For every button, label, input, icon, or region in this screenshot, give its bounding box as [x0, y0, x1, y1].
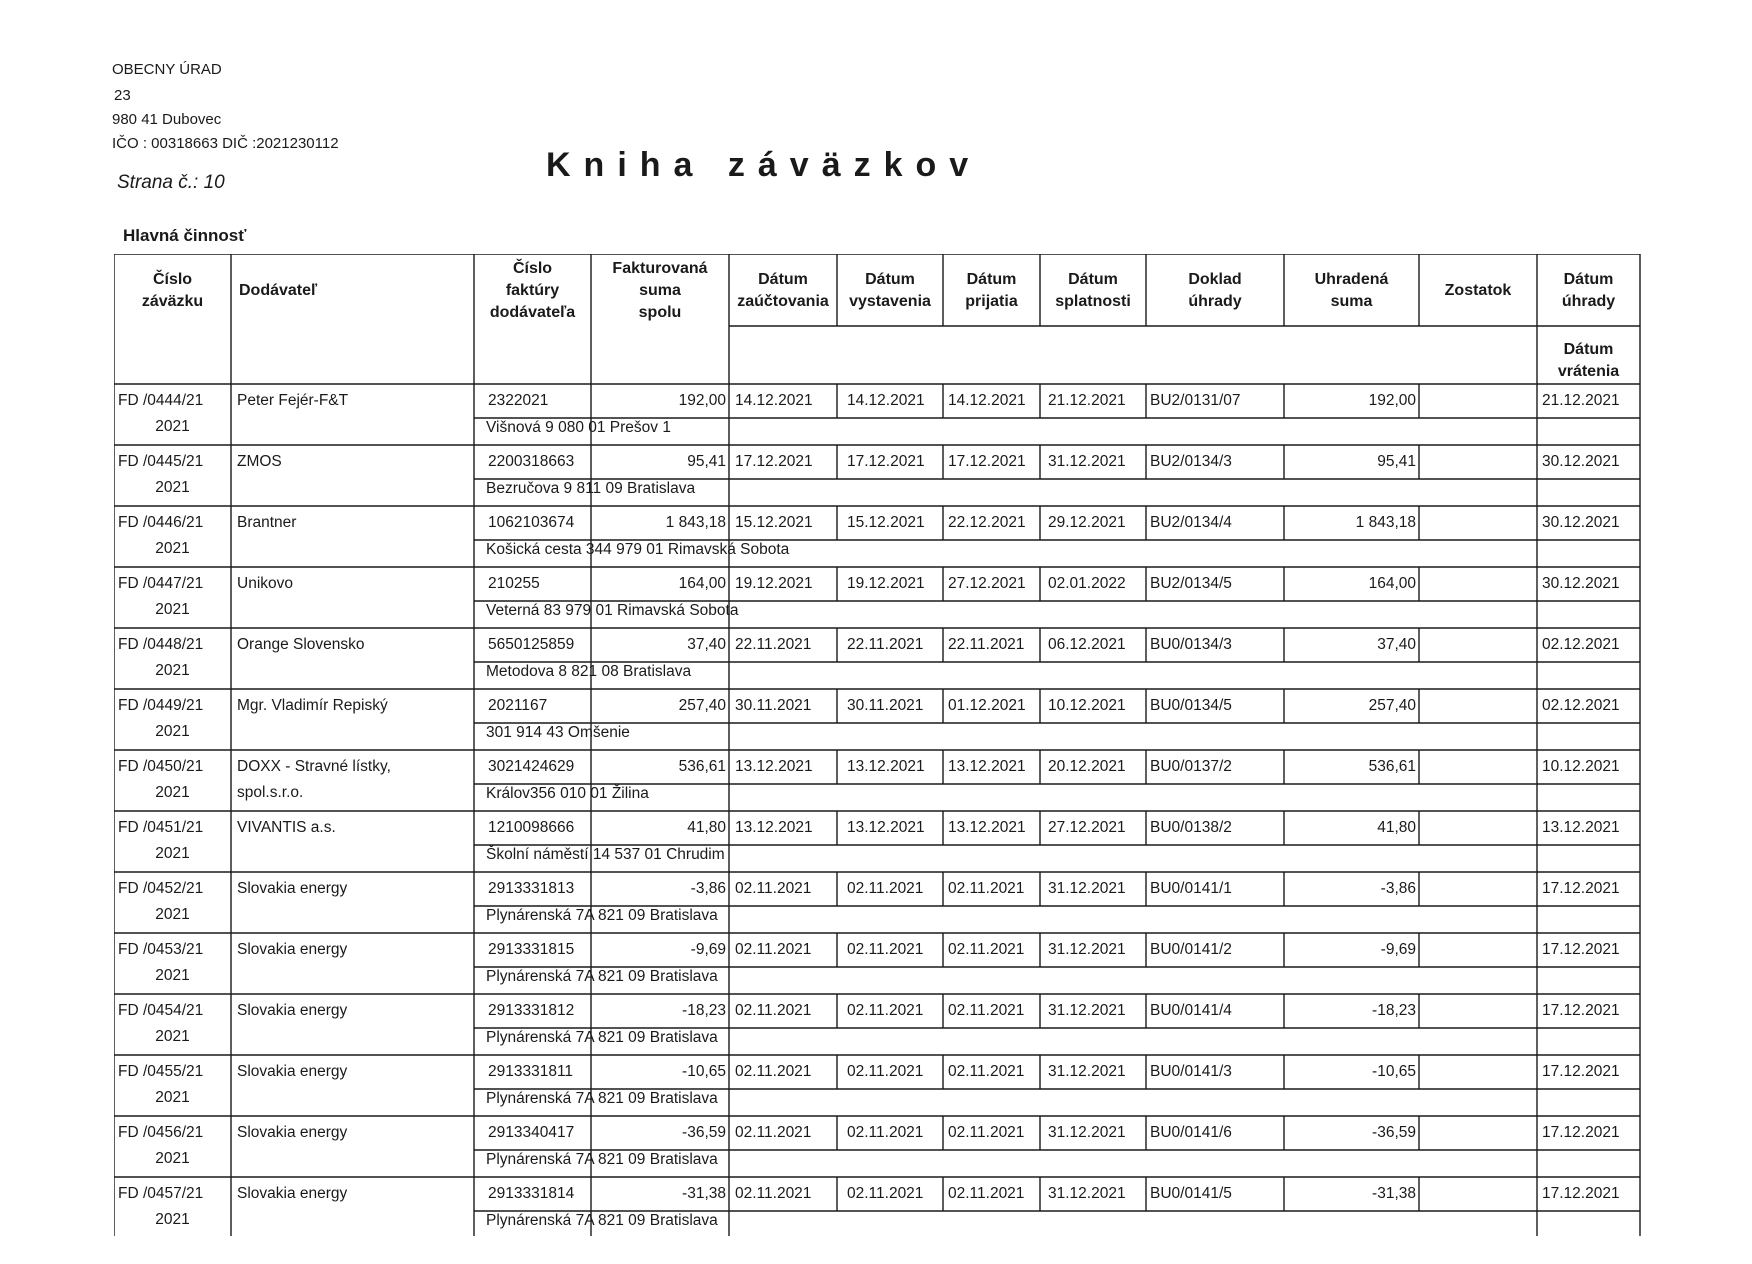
liability-number: FD /0451/21: [118, 819, 204, 836]
column-header: záväzku: [141, 293, 204, 310]
issue-date: 14.12.2021: [847, 392, 925, 409]
invoiced-amount: 257,40: [678, 697, 726, 714]
paid-amount: 95,41: [1377, 453, 1416, 470]
supplier-address: 301 914 43 Omšenie: [486, 724, 630, 741]
posting-date: 02.11.2021: [735, 880, 812, 897]
due-date: 31.12.2021: [1048, 941, 1126, 958]
payment-document: BU2/0134/4: [1150, 514, 1232, 531]
posting-date: 02.11.2021: [735, 1124, 812, 1141]
supplier-name: Slovakia energy: [237, 941, 348, 958]
paid-amount: -18,23: [1372, 1002, 1416, 1019]
invoice-number: 3021424629: [488, 758, 575, 775]
invoiced-amount: 37,40: [687, 636, 726, 653]
invoice-number: 1210098666: [488, 819, 575, 836]
supplier-name: Unikovo: [237, 575, 293, 592]
due-date: 31.12.2021: [1048, 1063, 1126, 1080]
invoiced-amount: 164,00: [678, 575, 726, 592]
due-date: 31.12.2021: [1048, 1185, 1126, 1202]
invoiced-amount: 95,41: [687, 453, 726, 470]
invoiced-amount: -18,23: [682, 1002, 726, 1019]
payment-document: BU2/0134/5: [1150, 575, 1232, 592]
column-header: Dátum: [865, 271, 915, 288]
due-date: 21.12.2021: [1048, 392, 1126, 409]
supplier-address: Králov356 010 01 Žilina: [486, 785, 649, 802]
liability-number: FD /0450/21: [118, 758, 204, 775]
receipt-date: 17.12.2021: [948, 453, 1026, 470]
supplier-address: Školní náměstí 14 537 01 Chrudim: [486, 846, 725, 863]
payment-date: 17.12.2021: [1542, 941, 1620, 958]
payment-date: 02.12.2021: [1542, 697, 1620, 714]
supplier-address: Veterná 83 979 01 Rimavská Sobota: [486, 602, 739, 619]
supplier-name: Brantner: [237, 514, 297, 531]
payment-date: 17.12.2021: [1542, 1063, 1620, 1080]
supplier-address: Plynárenská 7A 821 09 Bratislava: [486, 968, 718, 985]
payment-document: BU0/0137/2: [1150, 758, 1232, 775]
supplier-name: Slovakia energy: [237, 880, 348, 897]
payment-date: 17.12.2021: [1542, 880, 1620, 897]
column-header: Číslo: [152, 271, 193, 288]
column-header: zaúčtovania: [737, 293, 829, 310]
invoice-number: 2322021: [488, 392, 549, 409]
paid-amount: 41,80: [1377, 819, 1416, 836]
payment-date: 21.12.2021: [1542, 392, 1620, 409]
column-header: Dátum: [758, 271, 808, 288]
due-date: 20.12.2021: [1048, 758, 1126, 775]
supplier-name-cont: spol.s.r.o.: [237, 784, 304, 801]
due-date: 10.12.2021: [1048, 697, 1126, 714]
section-title: Hlavná činnosť: [123, 226, 247, 245]
posting-date: 13.12.2021: [735, 758, 813, 775]
payment-document: BU0/0141/2: [1150, 941, 1232, 958]
receipt-date: 02.11.2021: [948, 1124, 1025, 1141]
supplier-address: Plynárenská 7A 821 09 Bratislava: [486, 1029, 718, 1046]
office-name: OBECNY ÚRAD: [112, 61, 222, 78]
issue-date: 15.12.2021: [847, 514, 925, 531]
invoice-number: 1062103674: [488, 514, 575, 531]
issue-date: 02.11.2021: [847, 1002, 924, 1019]
supplier-name: Slovakia energy: [237, 1185, 348, 1202]
paid-amount: 37,40: [1377, 636, 1416, 653]
liability-year: 2021: [155, 601, 190, 618]
supplier-name: Slovakia energy: [237, 1002, 348, 1019]
supplier-name: DOXX - Stravné lístky,: [237, 758, 391, 775]
paid-amount: 192,00: [1368, 392, 1416, 409]
receipt-date: 22.12.2021: [948, 514, 1026, 531]
payment-date: 17.12.2021: [1542, 1002, 1620, 1019]
receipt-date: 02.11.2021: [948, 1002, 1025, 1019]
supplier-name: Mgr. Vladimír Repiský: [237, 697, 388, 714]
receipt-date: 01.12.2021: [948, 697, 1026, 714]
posting-date: 19.12.2021: [735, 575, 813, 592]
paid-amount: 164,00: [1368, 575, 1416, 592]
due-date: 06.12.2021: [1048, 636, 1126, 653]
office-city: 980 41 Dubovec: [112, 111, 222, 128]
invoice-number: 2021167: [488, 697, 548, 714]
payment-document: BU0/0141/4: [1150, 1002, 1232, 1019]
issue-date: 17.12.2021: [847, 453, 925, 470]
due-date: 31.12.2021: [1048, 453, 1126, 470]
liability-number: FD /0448/21: [118, 636, 204, 653]
supplier-name: VIVANTIS a.s.: [237, 819, 336, 836]
liability-year: 2021: [155, 479, 190, 496]
posting-date: 02.11.2021: [735, 1002, 812, 1019]
issue-date: 02.11.2021: [847, 1124, 924, 1141]
payment-document: BU0/0134/5: [1150, 697, 1232, 714]
liability-number: FD /0456/21: [118, 1124, 204, 1141]
liability-number: FD /0455/21: [118, 1063, 204, 1080]
receipt-date: 13.12.2021: [948, 819, 1026, 836]
supplier-address: Plynárenská 7A 821 09 Bratislava: [486, 907, 718, 924]
supplier-name: Peter Fejér-F&T: [237, 392, 349, 409]
issue-date: 02.11.2021: [847, 880, 924, 897]
due-date: 27.12.2021: [1048, 819, 1126, 836]
posting-date: 13.12.2021: [735, 819, 813, 836]
paid-amount: -9,69: [1380, 941, 1416, 958]
invoiced-amount: -31,38: [682, 1185, 726, 1202]
office-street: 23: [114, 87, 131, 104]
liability-year: 2021: [155, 540, 190, 557]
liability-year: 2021: [155, 723, 190, 740]
issue-date: 02.11.2021: [847, 1063, 924, 1080]
invoiced-amount: -3,86: [690, 880, 726, 897]
document-title: Kniha záväzkov: [546, 146, 982, 184]
paid-amount: -36,59: [1372, 1124, 1416, 1141]
supplier-address: Metodova 8 821 08 Bratislava: [486, 663, 692, 680]
payment-date: 30.12.2021: [1542, 514, 1620, 531]
posting-date: 02.11.2021: [735, 941, 812, 958]
column-header: Dátum: [966, 271, 1017, 288]
receipt-date: 27.12.2021: [948, 575, 1026, 592]
payment-date: 17.12.2021: [1542, 1185, 1620, 1202]
liability-year: 2021: [155, 1150, 190, 1167]
payment-date: 13.12.2021: [1542, 819, 1620, 836]
issue-date: 13.12.2021: [847, 819, 925, 836]
invoice-number: 210255: [488, 575, 540, 592]
issue-date: 30.11.2021: [847, 697, 924, 714]
liability-year: 2021: [155, 1089, 190, 1106]
invoiced-amount: -10,65: [682, 1063, 726, 1080]
payment-date: 17.12.2021: [1542, 1124, 1620, 1141]
paid-amount: 1 843,18: [1355, 514, 1416, 531]
invoice-number: 2200318663: [488, 453, 575, 470]
paid-amount: -3,86: [1380, 880, 1416, 897]
issue-date: 22.11.2021: [847, 636, 924, 653]
liability-year: 2021: [155, 784, 190, 801]
column-header: spolu: [638, 304, 682, 321]
column-header: Dodávateľ: [239, 282, 318, 299]
invoiced-amount: 1 843,18: [665, 514, 726, 531]
payment-document: BU0/0138/2: [1150, 819, 1232, 836]
due-date: 02.01.2022: [1048, 575, 1126, 592]
liability-number: FD /0452/21: [118, 880, 204, 897]
due-date: 31.12.2021: [1048, 1124, 1126, 1141]
column-header: dodávateľa: [489, 304, 576, 321]
column-subheader: Dátum: [1563, 341, 1614, 358]
issue-date: 19.12.2021: [847, 575, 925, 592]
liability-year: 2021: [155, 845, 190, 862]
payment-document: BU0/0141/6: [1150, 1124, 1232, 1141]
due-date: 31.12.2021: [1048, 880, 1126, 897]
paid-amount: 536,61: [1368, 758, 1416, 775]
invoiced-amount: -9,69: [690, 941, 726, 958]
liability-number: FD /0447/21: [118, 575, 204, 592]
supplier-address: Plynárenská 7A 821 09 Bratislava: [486, 1090, 718, 1107]
supplier-name: Slovakia energy: [237, 1063, 348, 1080]
paid-amount: -10,65: [1372, 1063, 1416, 1080]
posting-date: 15.12.2021: [735, 514, 813, 531]
supplier-address: Višnová 9 080 01 Prešov 1: [486, 419, 671, 436]
liability-number: FD /0454/21: [118, 1002, 204, 1019]
paid-amount: -31,38: [1372, 1185, 1416, 1202]
column-header: suma: [639, 282, 681, 299]
invoiced-amount: 41,80: [687, 819, 726, 836]
supplier-address: Plynárenská 7A 821 09 Bratislava: [486, 1212, 718, 1229]
column-header: Zostatok: [1444, 282, 1512, 299]
liability-number: FD /0444/21: [118, 392, 204, 409]
posting-date: 17.12.2021: [735, 453, 813, 470]
receipt-date: 02.11.2021: [948, 1185, 1025, 1202]
posting-date: 30.11.2021: [735, 697, 812, 714]
office-ids: IČO : 00318663 DIČ :2021230112: [112, 135, 339, 152]
receipt-date: 13.12.2021: [948, 758, 1026, 775]
liability-year: 2021: [155, 662, 190, 679]
invoice-number: 2913331812: [488, 1002, 575, 1019]
column-subheader: vrátenia: [1557, 363, 1620, 380]
receipt-date: 02.11.2021: [948, 941, 1025, 958]
receipt-date: 14.12.2021: [948, 392, 1026, 409]
posting-date: 22.11.2021: [735, 636, 812, 653]
payment-date: 30.12.2021: [1542, 575, 1620, 592]
payment-document: BU2/0134/3: [1150, 453, 1232, 470]
invoice-number: 2913340417: [488, 1124, 575, 1141]
column-header: Dátum: [1563, 271, 1614, 288]
column-header: prijatia: [965, 293, 1018, 310]
invoice-number: 2913331815: [488, 941, 575, 958]
column-header: Doklad: [1188, 271, 1242, 288]
page-number: Strana č.: 10: [117, 172, 225, 193]
payment-document: BU0/0141/1: [1150, 880, 1232, 897]
issue-date: 13.12.2021: [847, 758, 925, 775]
invoice-number: 2913331811: [488, 1063, 574, 1080]
column-header: úhrady: [1188, 293, 1242, 310]
invoiced-amount: -36,59: [682, 1124, 726, 1141]
column-header: vystavenia: [849, 293, 931, 310]
invoice-number: 2913331813: [488, 880, 575, 897]
invoice-number: 5650125859: [488, 636, 575, 653]
liability-year: 2021: [155, 906, 190, 923]
column-header: splatnosti: [1055, 293, 1131, 310]
liability-year: 2021: [155, 418, 190, 435]
supplier-address: Košická cesta 344 979 01 Rimavská Sobota: [486, 541, 790, 558]
payment-date: 02.12.2021: [1542, 636, 1620, 653]
supplier-name: ZMOS: [237, 453, 282, 470]
receipt-date: 22.11.2021: [948, 636, 1025, 653]
issue-date: 02.11.2021: [847, 941, 924, 958]
liability-number: FD /0453/21: [118, 941, 204, 958]
posting-date: 14.12.2021: [735, 392, 813, 409]
column-header: faktúry: [505, 282, 560, 299]
payment-date: 10.12.2021: [1542, 758, 1620, 775]
payment-document: BU0/0134/3: [1150, 636, 1232, 653]
liabilities-table: [114, 254, 1642, 1236]
posting-date: 02.11.2021: [735, 1063, 812, 1080]
liability-year: 2021: [155, 967, 190, 984]
receipt-date: 02.11.2021: [948, 880, 1025, 897]
column-header: Číslo: [512, 260, 553, 277]
supplier-address: Bezručova 9 811 09 Bratislava: [486, 480, 696, 497]
due-date: 29.12.2021: [1048, 514, 1126, 531]
liability-number: FD /0446/21: [118, 514, 204, 531]
column-header: Fakturovaná: [612, 260, 708, 277]
supplier-address: Plynárenská 7A 821 09 Bratislava: [486, 1151, 718, 1168]
supplier-name: Orange Slovensko: [237, 636, 365, 653]
column-header: Dátum: [1068, 271, 1118, 288]
payment-document: BU0/0141/3: [1150, 1063, 1232, 1080]
issue-date: 02.11.2021: [847, 1185, 924, 1202]
column-header: suma: [1330, 293, 1373, 310]
column-header: úhrady: [1561, 293, 1616, 310]
payment-document: BU2/0131/07: [1150, 392, 1241, 409]
invoice-number: 2913331814: [488, 1185, 575, 1202]
paid-amount: 257,40: [1368, 697, 1416, 714]
payment-date: 30.12.2021: [1542, 453, 1620, 470]
supplier-name: Slovakia energy: [237, 1124, 348, 1141]
liability-number: FD /0457/21: [118, 1185, 204, 1202]
liability-number: FD /0449/21: [118, 697, 204, 714]
liability-year: 2021: [155, 1211, 190, 1228]
due-date: 31.12.2021: [1048, 1002, 1126, 1019]
invoiced-amount: 536,61: [678, 758, 726, 775]
posting-date: 02.11.2021: [735, 1185, 812, 1202]
column-header: Uhradená: [1314, 271, 1389, 288]
payment-document: BU0/0141/5: [1150, 1185, 1232, 1202]
liability-year: 2021: [155, 1028, 190, 1045]
invoiced-amount: 192,00: [678, 392, 726, 409]
receipt-date: 02.11.2021: [948, 1063, 1025, 1080]
liability-number: FD /0445/21: [118, 453, 204, 470]
